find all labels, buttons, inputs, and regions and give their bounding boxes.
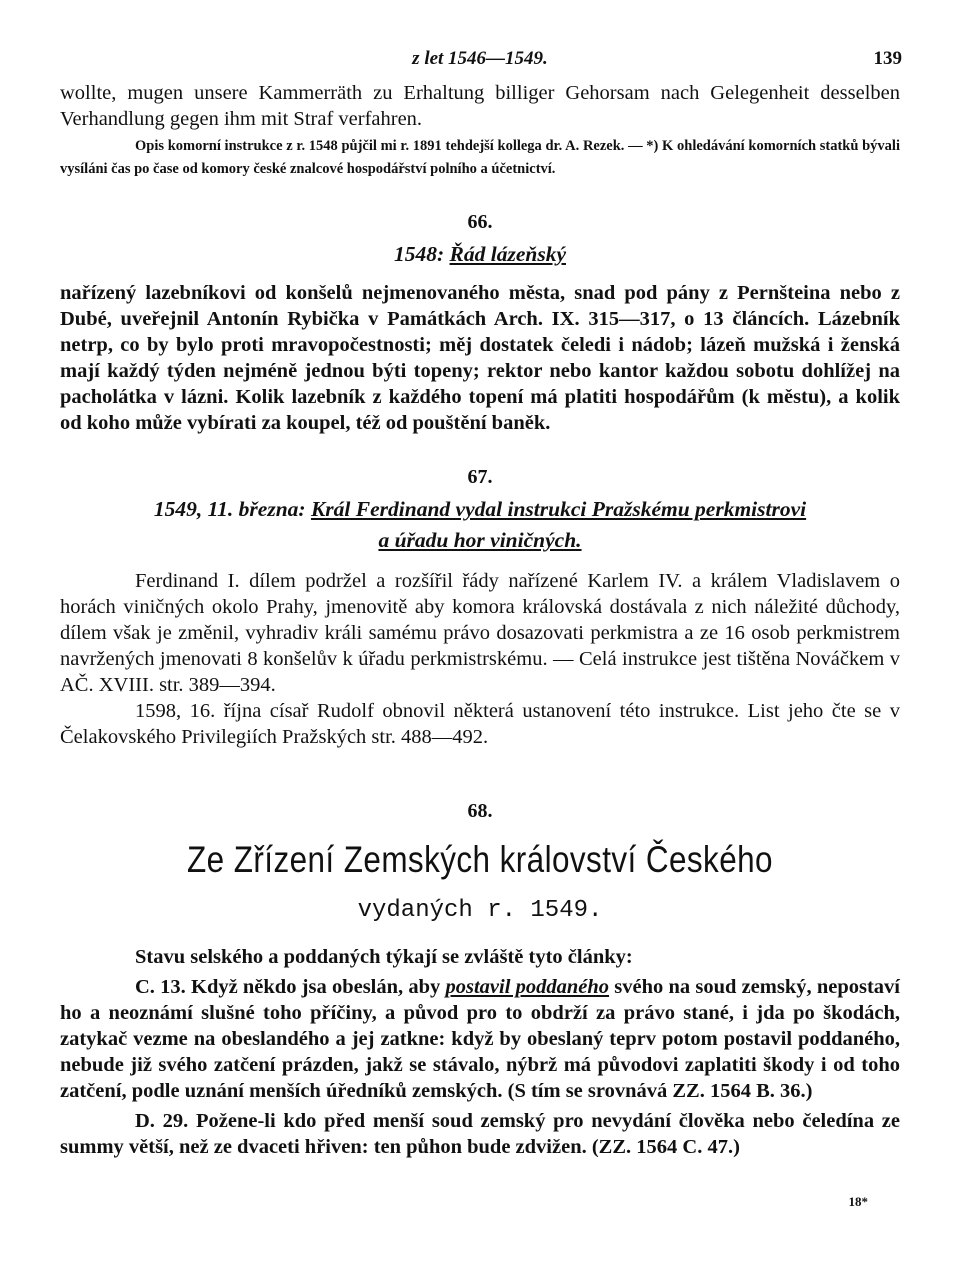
doc-68-number: 68. [467,800,493,822]
doc-68-c13-start: C. 13. Když někdo jsa obeslán, aby [135,976,446,998]
doc-67-date: 1549, 11. března [153,497,299,521]
doc-66-number: 66. [467,211,493,233]
doc-68-c13-emphasis: postavil poddaného [445,976,610,998]
running-head [60,48,900,78]
doc-67-heading: 1549, 11. března: Král Ferdinand vydal instrukci Pražskému perkmistrovi a úřadu hor viničných. [153,497,807,552]
doc-67-title-line2: a úřadu hor viničných. [378,528,582,552]
running-title: z let 1546—1549. [412,48,548,69]
doc-66-date: 1548 [393,242,437,266]
prev-doc-note: Opis komorní instrukce z r. 1548 půjčil mi r. 1891 tehdejší kollega dr. A. Rezek. — *) K ohledávání komorních statků bývali vysíláni čas po čase od komory české znalcové hospodářství polního a účetnictví. [60,138,900,177]
signature-mark: 18* [848,1194,868,1209]
doc-67-number: 67. [467,466,493,488]
doc-68-intro: Stavu selského a poddaných týkají se zvláště tyto články: [135,946,633,968]
doc-67-para2: 1598, 16. října císař Rudolf obnovil některá ustanovení této instrukce. List jeho čte se v Čelakovského Privilegiích Pražských str. 488—492. [60,700,900,748]
page-number: 139 [873,48,902,69]
doc-67-title-line1: Král Ferdinand vydal instrukci Pražskému perkmistrovi [310,497,807,521]
page [60,48,900,1160]
doc-68-subtitle: vydaných r. 1549. [357,897,603,924]
doc-68-c13-end: svého na soud zemský, nepostaví ho a neoznámí slušné toho příčiny, a původ pro to obdrží za právo stané, i jda po škodách, zatykač vezme na obeslandého a jej zatkne: když by obeslaný teprv potom postavil poddaného, nebude již svého zatčení prázden, jakž se stávalo, nýbrž má původovi zaplatiti škody i od toho zatčení, podle uznání menších úředníků zemských. (S tím se srovnává ZZ. 1564 B. 36.) [60,976,900,1102]
doc-66-text: nařízený lazebníkovi od konšelů nejmenovaného města, snad pod pány z Pernšteina nebo z Dubé, uveřejnil Antonín Rybička v Památkách Arch. IX. 315—317, o 13 článcích. Lázebník netrp, co by bylo proti mravopočestnosti; měj dostatek čeledi i nádob; lázeň mužská i ženská mají každý týden nejméně jednou býti topeny; rektor nebo kantor každou sobotu dohlížej na pacholátka v lázni. Kolik lazebník z každého topení má platiti hospodářům (k městu), a kolik od koho může vybírati za koupel, též od pouštění baněk. [60,282,900,434]
doc-68-article-d29: D. 29. Požene-li kdo před menší soud zemský pro nevydání člověka nebo čeledína ze summy větší, než ze dvaceti hřiven: ten půhon bude zdvižen. (ZZ. 1564 C. 47.) [60,1110,900,1158]
doc-68-title: Ze Zřízení Zemských království Českého [187,839,773,880]
doc-68-article-c13 [60,974,900,1104]
doc-67-para1: Ferdinand I. dílem podržel a rozšířil řády nařízené Karlem IV. a králem Vladislavem o horách viničných okolo Prahy, jmenovitě aby komora královská dostávala z nich náležité důchody, dílem však je změnil, vyhradiv králi samému právo dosazovati perkmistra a ze 16 osob perkmistrem navržených jmenovati 8 konšelův k úřadu perkmistrskému. — Celá instrukce jest tištěna Nováčkem v AČ. XVIII. str. 389—394. [60,570,900,696]
doc-66-heading: 1548: Řád lázeňský [393,242,566,266]
doc-66-title: Řád lázeňský [449,242,566,266]
prev-doc-text: wollte, mugen unsere Kammerräth zu Erhaltung billiger Gehorsam nach Gelegenheit desselben Verhandlung gegen ihm mit Straf verfahren. [60,82,900,130]
